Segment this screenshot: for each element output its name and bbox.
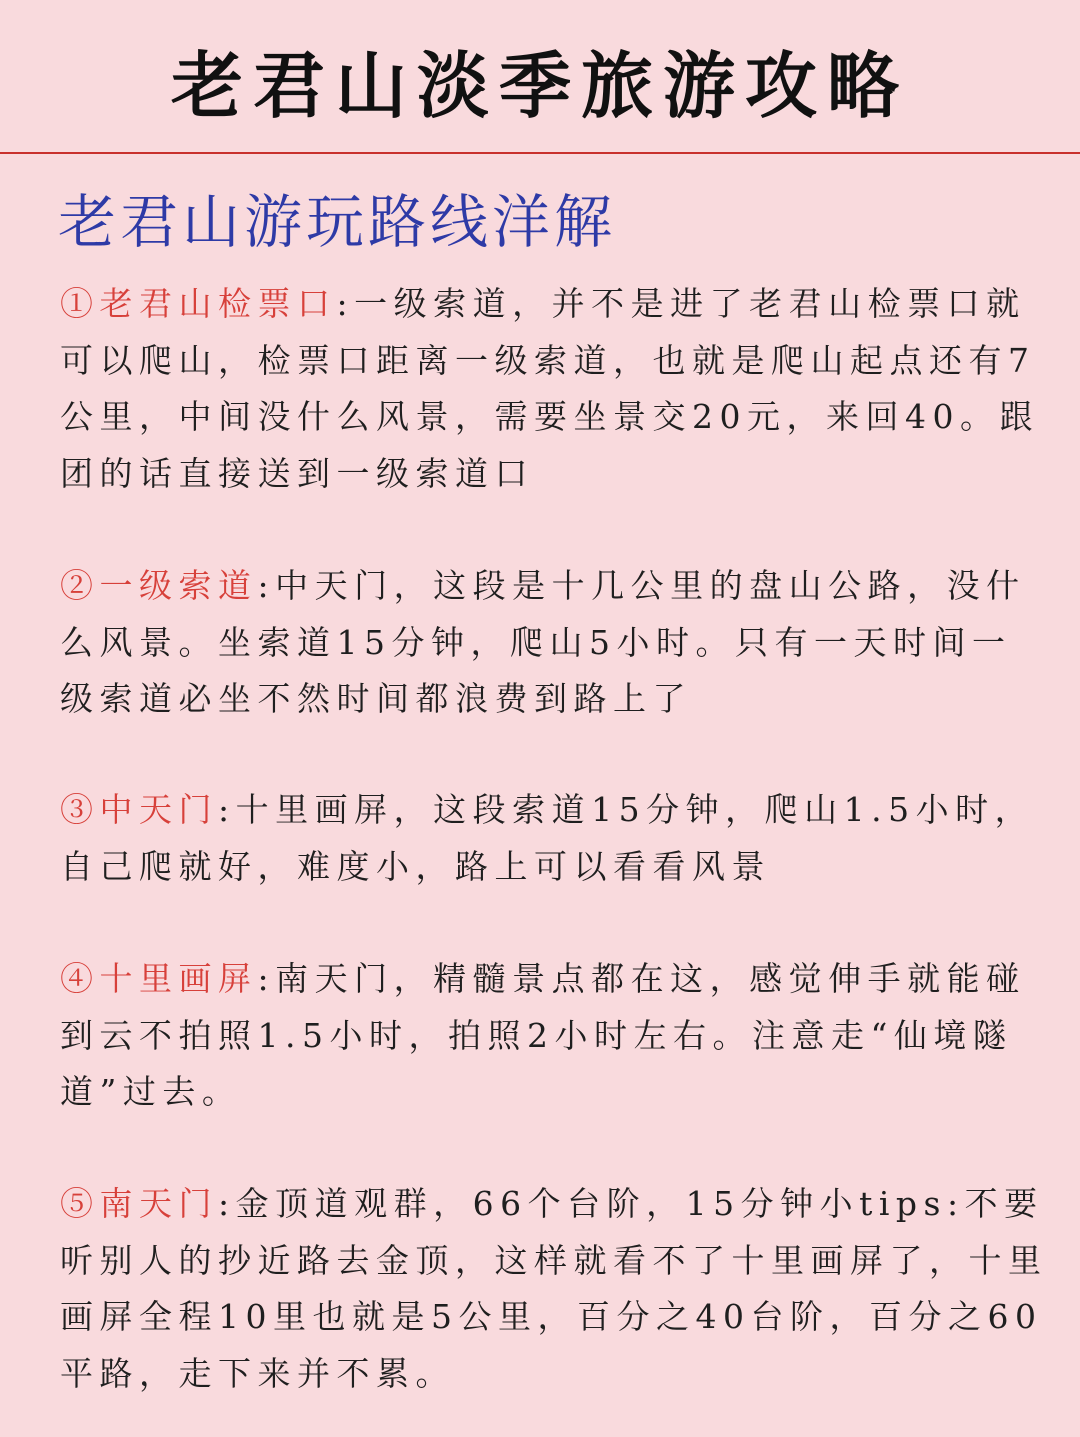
step-text: 中天门，这段是十几公里的盘山公路，没什么风景。坐索道15分钟，爬山5小时。只有一天时间一级索道必坐不然时间都浪费到路上了 [60,566,1026,718]
section-title: 老君山游玩路线洋解 [58,188,617,256]
step-text: 金顶道观群，66个台阶，15分钟小tips:不要听别人的抄近路去金顶，这样就看不了十里画屏了，十里画屏全程10里也就是5公里，百分之40台阶，百分之60平路，走下来并不累。 [60,1184,1048,1393]
step-colon: : [336,284,355,323]
step-heading: 十里画屏 [99,959,258,998]
header [0,0,1080,154]
route-section-4 [60,951,1050,1121]
route-section-5 [60,1176,1050,1402]
step-heading: 中天门 [99,790,218,829]
step-heading: 老君山检票口 [99,284,337,323]
step-colon: : [218,1184,236,1223]
route-section-1 [60,276,1050,502]
step-marker: ② [60,566,100,605]
step-text: 一级索道，并不是进了老君山检票口就可以爬山，检票口距离一级索道，也就是爬山起点还有7公里，中间没什么风景，需要坐景交20元，来回40。跟团的话直接送到一级索道口 [60,284,1039,493]
step-heading: 一级索道 [99,566,258,605]
step-text: 十里画屏，这段索道15分钟，爬山1.5小时，自己爬就好，难度小，路上可以看看风景 [60,790,1035,886]
step-text: 南天门，精髓景点都在这，感觉伸手就能碰到云不拍照1.5小时，拍照2小时左右。注意走“仙境隧道”过去。 [60,959,1026,1111]
step-marker: ⑤ [60,1184,100,1223]
route-section-2 [60,558,1050,728]
step-colon: : [257,959,276,998]
step-colon: : [218,790,236,829]
step-marker: ④ [60,959,100,998]
route-section-3 [60,782,1050,895]
step-marker: ③ [60,790,100,829]
page-title: 老君山淡季旅游攻略 [170,43,909,128]
step-heading: 南天门 [99,1184,218,1223]
step-colon: : [257,566,276,605]
step-marker: ① [60,284,100,323]
